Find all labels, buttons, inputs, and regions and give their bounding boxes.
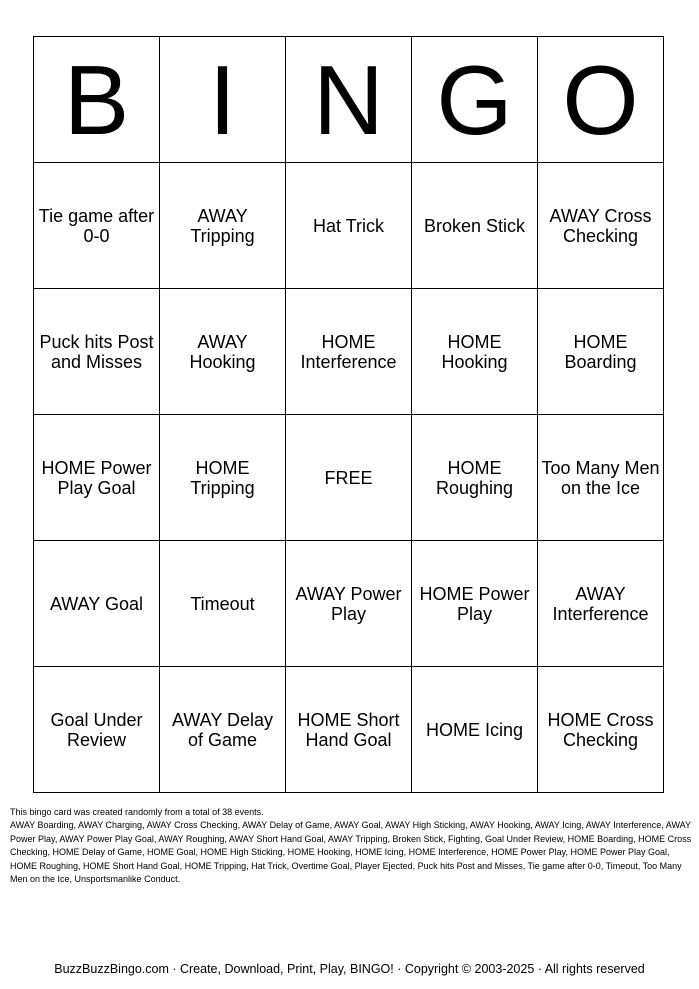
bingo-cell: AWAY Hooking (160, 289, 286, 415)
bingo-cell: Timeout (160, 541, 286, 667)
event-list-note (10, 806, 692, 886)
bingo-cell: AWAY Cross Checking (538, 163, 664, 289)
header-letter-i: I (160, 37, 286, 163)
bingo-cell: AWAY Delay of Game (160, 667, 286, 793)
bingo-cell: Tie game after 0-0 (34, 163, 160, 289)
bingo-cell: Puck hits Post and Misses (34, 289, 160, 415)
bingo-header-row (34, 37, 664, 163)
bingo-cell: AWAY Power Play (286, 541, 412, 667)
bingo-card (33, 36, 664, 793)
header-letter-b: B (34, 37, 160, 163)
bingo-cell: HOME Boarding (538, 289, 664, 415)
bingo-cell: Broken Stick (412, 163, 538, 289)
bingo-cell: Hat Trick (286, 163, 412, 289)
bingo-cell: HOME Power Play Goal (34, 415, 160, 541)
bingo-cell: Too Many Men on the Ice (538, 415, 664, 541)
site-footer: BuzzBuzzBingo.com · Create, Download, Print, Play, BINGO! · Copyright © 2003-2025 · All rights reserved (54, 962, 645, 976)
bingo-cell: HOME Cross Checking (538, 667, 664, 793)
bingo-cell: HOME Short Hand Goal (286, 667, 412, 793)
bingo-cell: HOME Icing (412, 667, 538, 793)
bingo-cell: HOME Power Play (412, 541, 538, 667)
bingo-cell: Goal Under Review (34, 667, 160, 793)
bingo-cell: HOME Interference (286, 289, 412, 415)
bingo-cell: HOME Roughing (412, 415, 538, 541)
bingo-row (34, 163, 664, 289)
bingo-row (34, 415, 664, 541)
free-space-cell: FREE (286, 415, 412, 541)
note-events: AWAY Boarding, AWAY Charging, AWAY Cross Checking, AWAY Delay of Game, AWAY Goal, AWAY High Sticking, AWAY Hooking, AWAY Icing, AWAY Interference, AWAY Power Play, AWAY Power Play Goal, AWAY Roughing, AWAY Short Hand Goal, AWAY Tripping, Broken Stick, Fighting, Goal Under Review, HOME Boarding, HOME Cross Checking, HOME Delay of Game, HOME Goal, HOME High Sticking, HOME Hooking, HOME Icing, HOME Interference, HOME Power Play, HOME Power Play Goal, HOME Roughing, HOME Short Hand Goal, HOME Tripping, Hat Trick, Overtime Goal, Player Ejected, Puck hits Post and Misses, Tie game after 0-0, Timeout, Too Many Men on the Ice, Unsportsmanlike Conduct. (10, 820, 692, 885)
bingo-cell: HOME Hooking (412, 289, 538, 415)
header-letter-n: N (286, 37, 412, 163)
bingo-row (34, 541, 664, 667)
bingo-cell: AWAY Interference (538, 541, 664, 667)
bingo-cell: HOME Tripping (160, 415, 286, 541)
bingo-row (34, 667, 664, 793)
bingo-cell: AWAY Goal (34, 541, 160, 667)
bingo-cell: AWAY Tripping (160, 163, 286, 289)
note-intro: This bingo card was created randomly from a total of 38 events. (10, 807, 264, 817)
header-letter-o: O (538, 37, 664, 163)
bingo-row (34, 289, 664, 415)
header-letter-g: G (412, 37, 538, 163)
